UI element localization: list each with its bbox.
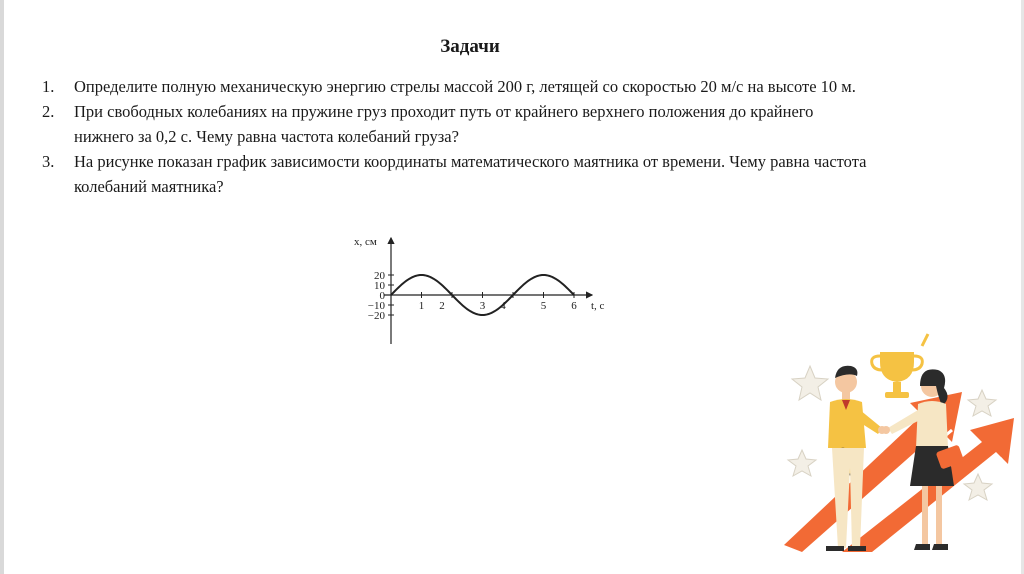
x-tick-label: 4	[500, 300, 506, 312]
task-item	[42, 149, 872, 199]
x-tick-label: 3	[479, 300, 486, 312]
x-axis-label: t, с	[591, 300, 605, 312]
task-number: 1.	[42, 77, 55, 96]
task-number: 3.	[42, 152, 55, 171]
x-tick-label: 1	[418, 300, 425, 312]
task-item	[42, 99, 872, 149]
y-tick-label: −10	[367, 300, 385, 312]
arrow-icon	[784, 392, 1014, 552]
handshake-illustration	[782, 330, 1017, 555]
task-item	[42, 74, 872, 99]
oscillation-graph	[348, 232, 620, 354]
y-axis-label: x, см	[354, 236, 377, 248]
trophy-icon	[872, 334, 928, 398]
page-title: Задачи	[440, 36, 500, 57]
x-tick-label: 5	[540, 300, 547, 312]
y-tick-label: 10	[374, 280, 385, 292]
x-tick-label: 2	[439, 300, 445, 312]
y-tick-label: 20	[374, 270, 385, 282]
task-list	[42, 74, 872, 199]
task-number: 2.	[42, 102, 55, 121]
task-text: Определите полную механическую энергию стрелы массой 200 г, летящей со скоростью 20 м/с на высоте 10 м.	[74, 77, 856, 96]
y-tick-label: −20	[367, 310, 385, 322]
x-tick-label: 6	[571, 300, 577, 312]
task-text: При свободных колебаниях на пружине груз проходит путь от крайнего верхнего положения до крайнего нижнего за 0,2 с. Чему равна частота колебаний груза?	[74, 102, 814, 146]
slide-left-edge	[0, 0, 4, 574]
task-text: На рисунке показан график зависимости координаты математического маятника от времени. Чему равна частота колебаний маятника?	[74, 152, 867, 196]
y-tick-label: 0	[379, 290, 385, 302]
